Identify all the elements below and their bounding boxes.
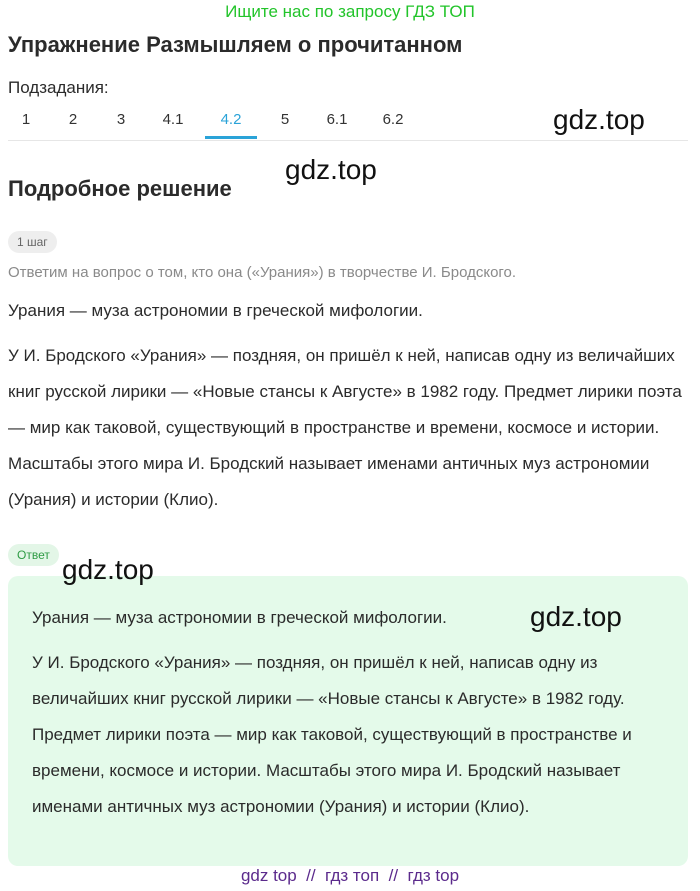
page-title: Упражнение Размышляем о прочитанном — [8, 32, 463, 57]
tab-1[interactable]: 1 — [21, 111, 31, 128]
tab-2[interactable]: 2 — [68, 111, 78, 128]
answer-badge: Ответ — [8, 544, 59, 566]
tab-4-1[interactable]: 4.1 — [162, 111, 184, 128]
watermark: gdz.top — [285, 154, 377, 185]
tab-6-1[interactable]: 6.1 — [326, 111, 348, 128]
subtasks-label: Подзадания: — [8, 78, 109, 97]
watermark: gdz.top — [62, 554, 154, 585]
step-badge: 1 шаг — [8, 231, 57, 253]
tab-4-2[interactable]: 4.2 — [205, 106, 257, 139]
solution-paragraph: Урания — муза астрономии в греческой мифологии. — [8, 301, 423, 320]
tab-5[interactable]: 5 — [280, 111, 290, 128]
tab-6-2[interactable]: 6.2 — [382, 111, 404, 128]
tab-3[interactable]: 3 — [116, 111, 126, 128]
solution-title: Подробное решение — [8, 176, 232, 201]
answer-paragraph: Урания — муза астрономии в греческой мифологии. — [32, 608, 447, 627]
watermark: gdz.top — [553, 104, 645, 135]
solution-paragraph: У И. Бродского «Урания» — поздняя, он пришёл к ней, написав одну из величайших книг русской лирики — «Новые стансы к Августе» в 1982 году. Предмет лирики поэта — мир как таковой, существующий в пространстве и времени, космосе и истории. Масштабы этого мира И. Бродский называет именами античных муз астрономии (Урания) и истории (Клио). — [8, 346, 682, 509]
footer-links[interactable]: gdz top // гдз топ // гдз top — [240, 866, 460, 885]
answer-paragraph: У И. Бродского «Урания» — поздняя, он пришёл к ней, написав одну из величайших книг русской лирики — «Новые стансы к Августе» в 1982 году. Предмет лирики поэта — мир как таковой, существующий в пространстве и времени, космосе и истории. Масштабы этого мира И. Бродский называет именами античных муз астрономии (Урания) и истории (Клио). — [32, 653, 632, 816]
top-banner: Ищите нас по запросу ГДЗ ТОП — [225, 2, 475, 21]
step-hint: Ответим на вопрос о том, кто она («Урания») в творчестве И. Бродского. — [8, 264, 517, 281]
watermark: gdz.top — [530, 601, 622, 632]
